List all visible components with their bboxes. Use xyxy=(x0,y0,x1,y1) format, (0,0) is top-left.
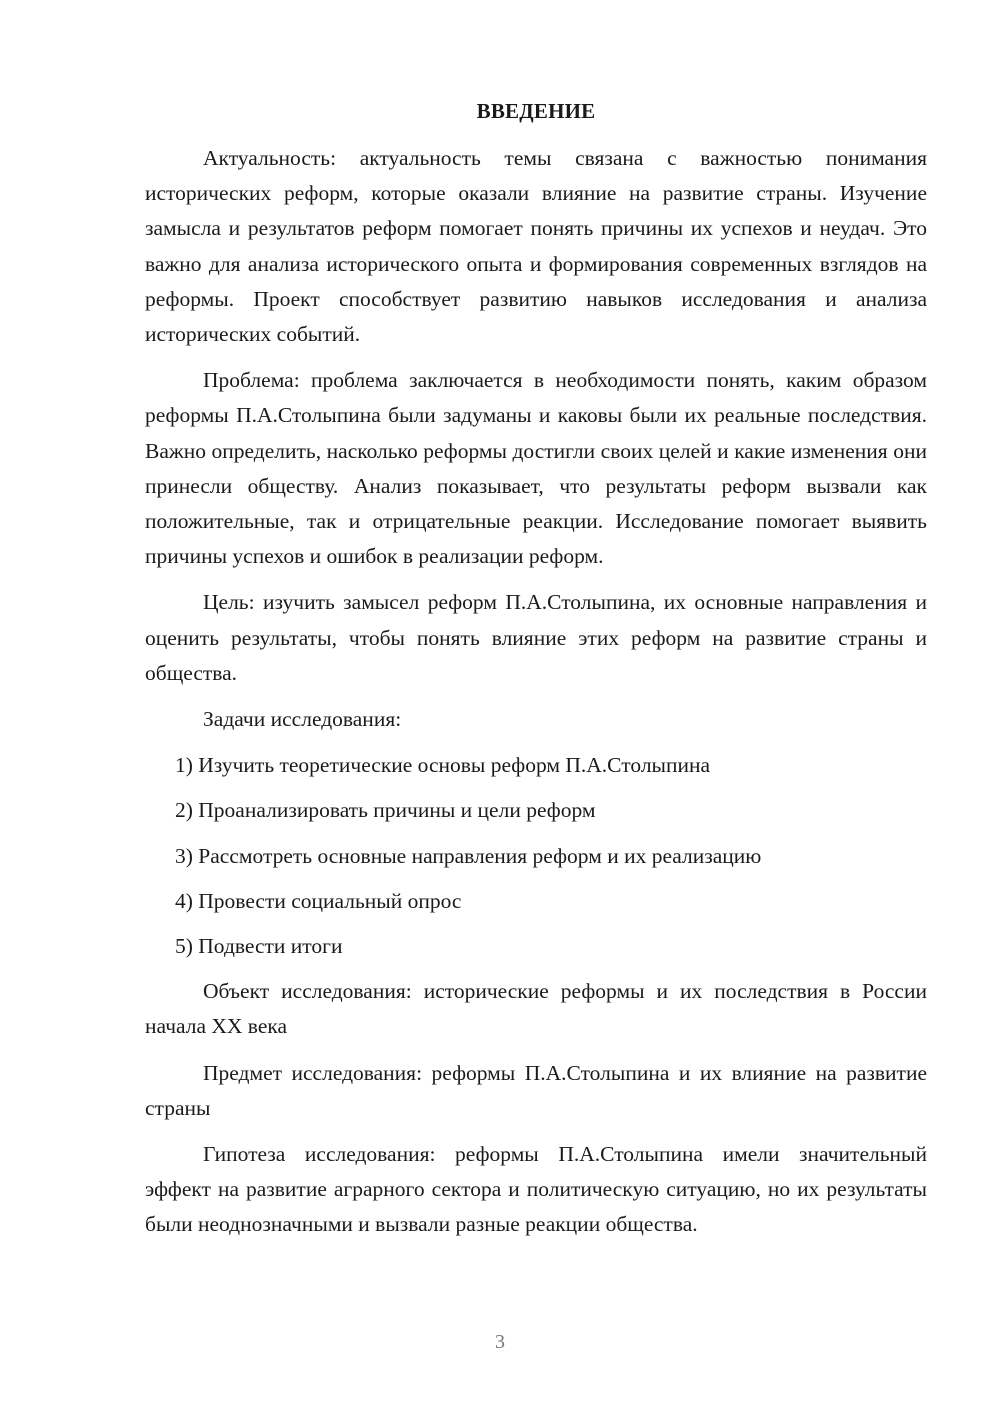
paragraph-relevance: Актуальность: актуальность темы связана с важностью понимания исторических реформ, которые оказали влияние на развитие страны. Изучение замысла и результатов реформ помогает понять причины их успехов и неудач. Это важно для анализа исторического опыта и формирования современных взглядов на реформы. Проект способствует развитию навыков исследования и анализа исторических событий. xyxy=(145,146,927,347)
tasks-list xyxy=(145,748,927,964)
document-page xyxy=(145,95,927,1254)
paragraph-subject: Предмет исследования: реформы П.А.Столыпина и их влияние на развитие страны xyxy=(145,1060,927,1120)
paragraph-problem: Проблема: проблема заключается в необходимости понять, каким образом реформы П.А.Столыпина были задуманы и каковы были их реальные последствия. Важно определить, насколько реформы достигли своих целей и какие изменения они принесли обществу. Анализ показывает, что результаты реформ вызвали как положительные, так и отрицательные реакции. Исследование помогает выявить причины успехов и ошибок в реализации реформ. xyxy=(145,368,927,569)
page-number: 3 xyxy=(495,1331,505,1353)
list-item: 4) Провести социальный опрос xyxy=(175,888,462,913)
tasks-heading: Задачи исследования: xyxy=(203,707,402,732)
paragraph-object: Объект исследования: исторические реформы и их последствия в России начала XX века xyxy=(145,979,927,1039)
list-item: 5) Подвести итоги xyxy=(175,934,343,959)
paragraph-goal: Цель: изучить замысел реформ П.А.Столыпина, их основные направления и оценить результаты, чтобы понять влияние этих реформ на развитие страны и общества. xyxy=(145,590,927,685)
paragraph-hypothesis: Гипотеза исследования: реформы П.А.Столыпина имели значительный эффект на развитие аграрного сектора и политическую ситуацию, но их результаты были неоднозначными и вызвали разные реакции общества. xyxy=(145,1142,927,1237)
list-item: 1) Изучить теоретические основы реформ П.А.Столыпина xyxy=(175,753,711,778)
list-item: 3) Рассмотреть основные направления реформ и их реализацию xyxy=(175,843,762,868)
list-item: 2) Проанализировать причины и цели реформ xyxy=(175,798,596,823)
document-title: ВВЕДЕНИЕ xyxy=(476,99,596,123)
